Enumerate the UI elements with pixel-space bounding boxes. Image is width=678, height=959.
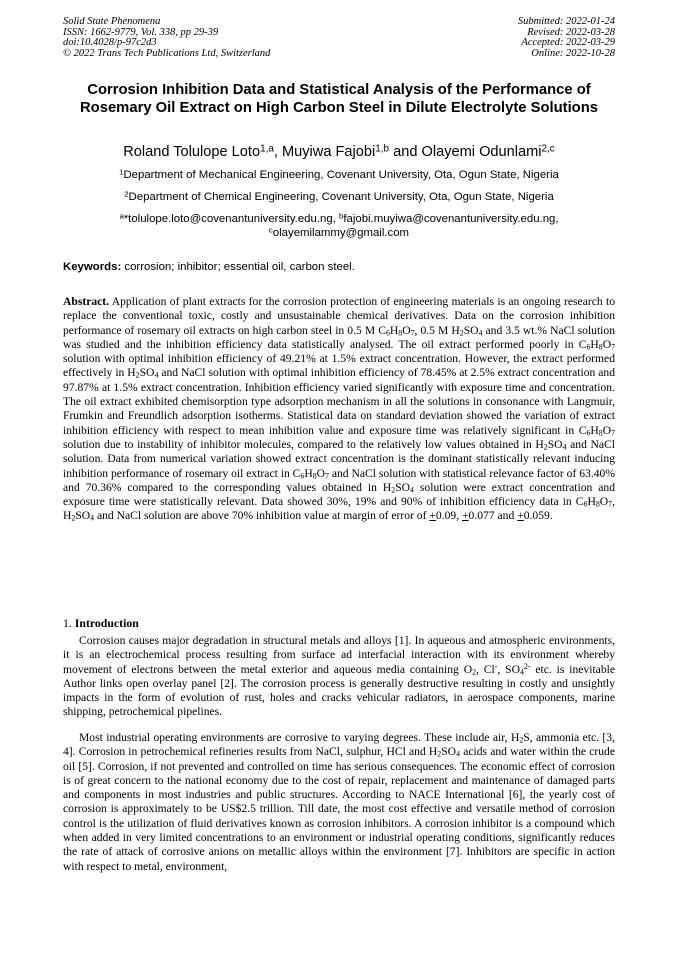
affiliation-number: 2 [124,189,129,199]
doi: doi:10.4028/p-97c2d3 [63,37,157,49]
email-line-1 [40,212,638,226]
section-title: Introduction [74,616,139,630]
abstract [63,295,615,524]
author-separator: and [389,144,422,160]
revised-date: Revised: 2022-03-28 [527,26,615,38]
submitted-date: Submitted: 2022-01-24 [517,16,615,27]
affiliation-2 [40,190,638,204]
author-affiliation-mark: 2,c [541,143,555,155]
abstract-label: Abstract. [63,295,110,308]
paper-title: Corrosion Inhibition Data and Statistical Analysis of the Performance of Rosemary Oil Extract on High Carbon Steel in Dilute Electrolyte Solutions [80,82,598,116]
email-c[interactable]: olayemilammy@gmail.com [272,227,410,240]
section-heading-introduction [63,616,139,630]
abstract-text: Application of plant extracts for the corrosion protection of engineering materials is an ongoing research to replace the conventional toxic, costly and unsustainable chemical derivatives. Data on the corrosion inhibition performance of rosemary oil extracts on high carbon steel in 0.5 M $C_6H_8O_7$, 0.5 M $H_2SO_4$ and 3.5 wt.% NaCl solution was studied and the inhibition efficiency data statistically analysed. The oil extract performed poorly in $C_6H_8O_7$ solution with optimal inhibition efficiency of 49.21% at 1.5% extract concentration. However, the extract performed effectively in $H_2SO_4$ and NaCl solution with optimal inhibition efficiency of 78.45% at 2.5% extract concentration and 97.87% at 1.5% extract concentration. Inhibition efficiency varied significantly with exposure time and concentration. The oil extract exhibited chemisorption type adsorption mechanism in all the solutions in consonance with Langmuir, Frumkin and Freundlich adsorption isotherms. Statistical data on standard deviation showed the variation of extract inhibition efficiency with respect to mean inhibition value and exposure time was relatively significant in $C_6H_8O_7$ solution due to instability of inhibitor molecules, compared to the relatively low values obtained in $H_2SO_4$ and NaCl solution. Data from numerical variation showed extract concentration is the dominant statistically relevant inducing inhibition performance of rosemary oil extract in $C_6H_8O_7$ and NaCl solution with statistical relevance factor of 63.40% and 70.36% compared to the corresponding values obtained in $H_2SO_4$ solution were extract concentration and exposure time were statistically relevant. Data showed 30%, 19% and 90% of inhibition efficiency data in $C_6H_8O_7$, $H_2SO_4$ and NaCl solution are above 70% inhibition value at margin of error of +0.09, +0.077 and +0.059. [63,295,616,524]
author-name: Muyiwa Fajobi [281,144,376,160]
author-affiliation-mark: 1,a [260,143,274,155]
journal-info [63,17,270,59]
email-mark: a [119,211,124,221]
section-number: 1. [63,616,75,630]
affiliation-text: Department of Mechanical Engineering, Covenant University, Ota, Ogun State, Nigeria [123,169,559,181]
keywords [63,260,615,274]
author-emails [40,212,638,241]
body-paragraph-1: Corrosion causes major degradation in structural metals and alloys [1]. In aqueous and atmospheric environments, it is an electrochemical process resulting from surface ad interfacial interaction with its environment whereby movement of electrons between the metal exterior and aqueous media containing $O_2$, Cl-, $SO_4^{2-}$ etc. is inevitable Author links open overlay panel [2]. The corrosion process is generally destructive resulting in costly and unsightly impacts in the form of evolution of rust, holes and cracks vehicular radiators, in aerospace components, marine shipping, petrochemical pipelines. [63,634,615,719]
author-list [40,143,638,161]
keywords-label: Keywords: [63,261,122,273]
email-a[interactable]: *tolulope.loto@covenantuniversity.edu.ng, [123,213,340,225]
journal-name: Solid State Phenomena [63,16,161,27]
email-mark: b [339,211,344,221]
email-mark: c [268,225,273,235]
affiliation-text: Department of Chemical Engineering, Covenant University, Ota, Ogun State, Nigeria [128,191,554,203]
online-date: Online: 2022-10-28 [531,47,615,59]
body-paragraph-2: Most industrial operating environments are corrosive to varying degrees. These include air, $H_2S$, ammonia etc. [3, 4]. Corrosion in petrochemical refineries results from NaCl, sulphur, HCl and $H_2SO_4$ acids and water within the crude oil [5]. Corrosion, if not prevented and controlled on time has serious consequences. The economic effect of corrosion is of great concern to the national economy due to the cost of repair, replacement and maintenance of damaged parts and components in most industries and public structures. According to NACE International [6], the yearly cost of corrosion is approximately to be US$2.5 trillion. Till date, the most cost effective and versatile method of corrosion control is the utilization of fluid derivatives known as corrosion inhibitors. A corrosion inhibitor is a compound which when added in very limited concentrations to an environment or industrial operating conditions, significantly reduces the rate of attack of corrosive anions on metallic alloys within the environment [7]. Inhibitors are specific in action with respect to metal, environment, [63,731,615,873]
email-b[interactable]: fajobi.muyiwa@covenantuniversity.edu.ng, [343,213,559,225]
submission-dates [518,17,615,59]
author-name: Olayemi Odunlami [421,144,542,160]
author-name: Roland Tolulope Loto [123,144,261,160]
author-affiliation-mark: 1,b [375,143,390,155]
author-separator: , [273,144,282,160]
issn-volume: ISSN: 1662-9779, Vol. 338, pp 29-39 [63,26,219,38]
affiliation-1 [40,168,638,182]
keywords-text: corrosion; inhibitor; essential oil, carbon steel. [121,261,355,273]
accepted-date: Accepted: 2022-03-29 [521,37,615,49]
copyright: © 2022 Trans Tech Publications Ltd, Switzerland [63,47,271,59]
affiliation-number: 1 [119,167,124,177]
email-line-2 [40,226,638,240]
